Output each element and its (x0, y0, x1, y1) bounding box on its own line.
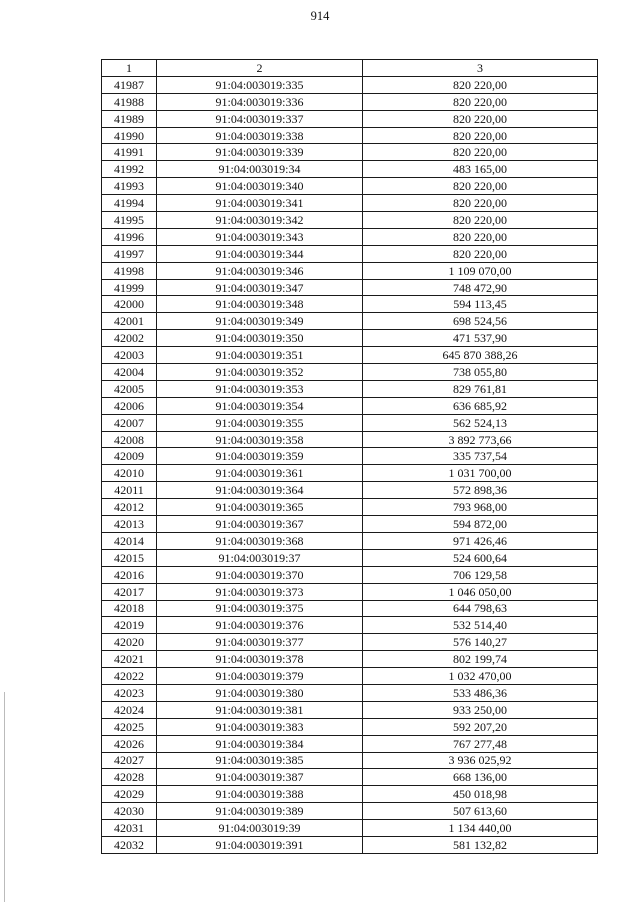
row-number-cell: 42027 (102, 752, 157, 769)
value-cell: 576 140,27 (363, 634, 598, 651)
value-cell: 3 936 025,92 (363, 752, 598, 769)
table-row (102, 380, 598, 397)
table-row (102, 482, 598, 499)
cadastral-number-cell: 91:04:003019:388 (157, 786, 363, 803)
cadastral-number-cell: 91:04:003019:391 (157, 836, 363, 853)
value-cell: 1 134 440,00 (363, 820, 598, 837)
row-number-cell: 42023 (102, 684, 157, 701)
table-row (102, 161, 598, 178)
table-row (102, 532, 598, 549)
row-number-cell: 42004 (102, 364, 157, 381)
table-row (102, 769, 598, 786)
cadastral-number-cell: 91:04:003019:378 (157, 651, 363, 668)
table-body (102, 76, 598, 853)
value-cell: 820 220,00 (363, 228, 598, 245)
value-cell: 820 220,00 (363, 144, 598, 161)
table-row (102, 347, 598, 364)
table-row (102, 93, 598, 110)
cadastral-number-cell: 91:04:003019:338 (157, 127, 363, 144)
value-cell: 820 220,00 (363, 195, 598, 212)
table-row (102, 414, 598, 431)
value-cell: 748 472,90 (363, 279, 598, 296)
row-number-cell: 41987 (102, 76, 157, 93)
column-header-1: 1 (102, 60, 157, 77)
row-number-cell: 42006 (102, 397, 157, 414)
row-number-cell: 42020 (102, 634, 157, 651)
cadastral-number-cell: 91:04:003019:376 (157, 617, 363, 634)
value-cell: 820 220,00 (363, 93, 598, 110)
row-number-cell: 42028 (102, 769, 157, 786)
cadastral-number-cell: 91:04:003019:352 (157, 364, 363, 381)
table-row (102, 684, 598, 701)
cadastral-number-cell: 91:04:003019:343 (157, 228, 363, 245)
row-number-cell: 42025 (102, 718, 157, 735)
cadastral-number-cell: 91:04:003019:365 (157, 499, 363, 516)
table-row (102, 296, 598, 313)
row-number-cell: 42021 (102, 651, 157, 668)
row-number-cell: 42008 (102, 431, 157, 448)
table-row (102, 228, 598, 245)
row-number-cell: 42010 (102, 465, 157, 482)
table-row (102, 279, 598, 296)
table-row (102, 127, 598, 144)
value-cell: 820 220,00 (363, 76, 598, 93)
table-row (102, 718, 598, 735)
cadastral-number-cell: 91:04:003019:384 (157, 735, 363, 752)
row-number-cell: 42022 (102, 668, 157, 685)
value-cell: 706 129,58 (363, 566, 598, 583)
row-number-cell: 42017 (102, 583, 157, 600)
row-number-cell: 41991 (102, 144, 157, 161)
cadastral-number-cell: 91:04:003019:368 (157, 532, 363, 549)
table-row (102, 465, 598, 482)
row-number-cell: 42031 (102, 820, 157, 837)
row-number-cell: 42018 (102, 600, 157, 617)
value-cell: 820 220,00 (363, 212, 598, 229)
table-row (102, 313, 598, 330)
value-cell: 802 199,74 (363, 651, 598, 668)
cadastral-number-cell: 91:04:003019:351 (157, 347, 363, 364)
value-cell: 1 109 070,00 (363, 262, 598, 279)
table-row (102, 245, 598, 262)
value-cell: 820 220,00 (363, 127, 598, 144)
row-number-cell: 41988 (102, 93, 157, 110)
value-cell: 971 426,46 (363, 532, 598, 549)
cadastral-number-cell: 91:04:003019:367 (157, 516, 363, 533)
table-row (102, 448, 598, 465)
table-row (102, 786, 598, 803)
value-cell: 1 032 470,00 (363, 668, 598, 685)
table-row (102, 262, 598, 279)
value-cell: 572 898,36 (363, 482, 598, 499)
table-row (102, 735, 598, 752)
row-number-cell: 42001 (102, 313, 157, 330)
row-number-cell: 41994 (102, 195, 157, 212)
table-row (102, 820, 598, 837)
value-cell: 507 613,60 (363, 803, 598, 820)
value-cell: 636 685,92 (363, 397, 598, 414)
row-number-cell: 42019 (102, 617, 157, 634)
cadastral-number-cell: 91:04:003019:370 (157, 566, 363, 583)
cadastral-number-cell: 91:04:003019:340 (157, 178, 363, 195)
value-cell: 532 514,40 (363, 617, 598, 634)
cadastral-number-cell: 91:04:003019:373 (157, 583, 363, 600)
row-number-cell: 41989 (102, 110, 157, 127)
cadastral-number-cell: 91:04:003019:385 (157, 752, 363, 769)
table-row (102, 836, 598, 853)
table-row (102, 752, 598, 769)
cadastral-number-cell: 91:04:003019:364 (157, 482, 363, 499)
cadastral-number-cell: 91:04:003019:389 (157, 803, 363, 820)
table-row (102, 178, 598, 195)
row-number-cell: 42013 (102, 516, 157, 533)
table-row (102, 566, 598, 583)
cadastral-number-cell: 91:04:003019:336 (157, 93, 363, 110)
value-cell: 533 486,36 (363, 684, 598, 701)
cadastral-number-cell: 91:04:003019:353 (157, 380, 363, 397)
cadastral-number-cell: 91:04:003019:339 (157, 144, 363, 161)
table-row (102, 431, 598, 448)
row-number-cell: 42007 (102, 414, 157, 431)
value-cell: 820 220,00 (363, 110, 598, 127)
table-row (102, 803, 598, 820)
row-number-cell: 41995 (102, 212, 157, 229)
value-cell: 594 872,00 (363, 516, 598, 533)
value-cell: 820 220,00 (363, 245, 598, 262)
cadastral-number-cell: 91:04:003019:341 (157, 195, 363, 212)
scan-margin-line (4, 692, 5, 902)
row-number-cell: 42015 (102, 549, 157, 566)
cadastral-number-cell: 91:04:003019:381 (157, 701, 363, 718)
row-number-cell: 42000 (102, 296, 157, 313)
row-number-cell: 42003 (102, 347, 157, 364)
row-number-cell: 42024 (102, 701, 157, 718)
cadastral-number-cell: 91:04:003019:348 (157, 296, 363, 313)
cadastral-number-cell: 91:04:003019:358 (157, 431, 363, 448)
value-cell: 581 132,82 (363, 836, 598, 853)
table-row (102, 634, 598, 651)
cadastral-value-table (101, 59, 598, 854)
value-cell: 592 207,20 (363, 718, 598, 735)
row-number-cell: 41996 (102, 228, 157, 245)
value-cell: 335 737,54 (363, 448, 598, 465)
cadastral-number-cell: 91:04:003019:347 (157, 279, 363, 296)
table-row (102, 144, 598, 161)
value-cell: 645 870 388,26 (363, 347, 598, 364)
cadastral-number-cell: 91:04:003019:379 (157, 668, 363, 685)
row-number-cell: 42032 (102, 836, 157, 853)
table-row (102, 516, 598, 533)
value-cell: 450 018,98 (363, 786, 598, 803)
row-number-cell: 42030 (102, 803, 157, 820)
cadastral-number-cell: 91:04:003019:355 (157, 414, 363, 431)
table-row (102, 397, 598, 414)
row-number-cell: 41997 (102, 245, 157, 262)
table-row (102, 701, 598, 718)
table-row (102, 110, 598, 127)
value-cell: 644 798,63 (363, 600, 598, 617)
value-cell: 524 600,64 (363, 549, 598, 566)
table-row (102, 651, 598, 668)
value-cell: 1 046 050,00 (363, 583, 598, 600)
cadastral-number-cell: 91:04:003019:361 (157, 465, 363, 482)
row-number-cell: 41990 (102, 127, 157, 144)
value-cell: 698 524,56 (363, 313, 598, 330)
table-row (102, 76, 598, 93)
row-number-cell: 42016 (102, 566, 157, 583)
table-header-row (102, 60, 598, 77)
table-row (102, 364, 598, 381)
cadastral-number-cell: 91:04:003019:37 (157, 549, 363, 566)
cadastral-number-cell: 91:04:003019:377 (157, 634, 363, 651)
row-number-cell: 42009 (102, 448, 157, 465)
table-row (102, 195, 598, 212)
value-cell: 3 892 773,66 (363, 431, 598, 448)
table-row (102, 549, 598, 566)
value-cell: 820 220,00 (363, 178, 598, 195)
table-row (102, 600, 598, 617)
row-number-cell: 42002 (102, 330, 157, 347)
cadastral-number-cell: 91:04:003019:350 (157, 330, 363, 347)
value-cell: 738 055,80 (363, 364, 598, 381)
cadastral-number-cell: 91:04:003019:335 (157, 76, 363, 93)
row-number-cell: 41998 (102, 262, 157, 279)
value-cell: 483 165,00 (363, 161, 598, 178)
cadastral-number-cell: 91:04:003019:354 (157, 397, 363, 414)
column-header-2: 2 (157, 60, 363, 77)
table-row (102, 583, 598, 600)
value-cell: 668 136,00 (363, 769, 598, 786)
table-row (102, 668, 598, 685)
value-cell: 829 761,81 (363, 380, 598, 397)
cadastral-number-cell: 91:04:003019:359 (157, 448, 363, 465)
row-number-cell: 42014 (102, 532, 157, 549)
page-number: 914 (310, 9, 330, 23)
row-number-cell: 41993 (102, 178, 157, 195)
cadastral-number-cell: 91:04:003019:380 (157, 684, 363, 701)
row-number-cell: 42026 (102, 735, 157, 752)
value-cell: 1 031 700,00 (363, 465, 598, 482)
row-number-cell: 42012 (102, 499, 157, 516)
cadastral-number-cell: 91:04:003019:337 (157, 110, 363, 127)
column-header-3: 3 (363, 60, 598, 77)
cadastral-number-cell: 91:04:003019:34 (157, 161, 363, 178)
cadastral-number-cell: 91:04:003019:349 (157, 313, 363, 330)
cadastral-number-cell: 91:04:003019:344 (157, 245, 363, 262)
cadastral-number-cell: 91:04:003019:39 (157, 820, 363, 837)
value-cell: 933 250,00 (363, 701, 598, 718)
row-number-cell: 42011 (102, 482, 157, 499)
value-cell: 471 537,90 (363, 330, 598, 347)
row-number-cell: 41999 (102, 279, 157, 296)
row-number-cell: 42005 (102, 380, 157, 397)
value-cell: 793 968,00 (363, 499, 598, 516)
cadastral-number-cell: 91:04:003019:342 (157, 212, 363, 229)
cadastral-number-cell: 91:04:003019:387 (157, 769, 363, 786)
cadastral-number-cell: 91:04:003019:383 (157, 718, 363, 735)
row-number-cell: 42029 (102, 786, 157, 803)
row-number-cell: 41992 (102, 161, 157, 178)
table-row (102, 212, 598, 229)
cadastral-number-cell: 91:04:003019:375 (157, 600, 363, 617)
table-row (102, 330, 598, 347)
table-row (102, 499, 598, 516)
value-cell: 562 524,13 (363, 414, 598, 431)
cadastral-number-cell: 91:04:003019:346 (157, 262, 363, 279)
table-row (102, 617, 598, 634)
value-cell: 767 277,48 (363, 735, 598, 752)
value-cell: 594 113,45 (363, 296, 598, 313)
